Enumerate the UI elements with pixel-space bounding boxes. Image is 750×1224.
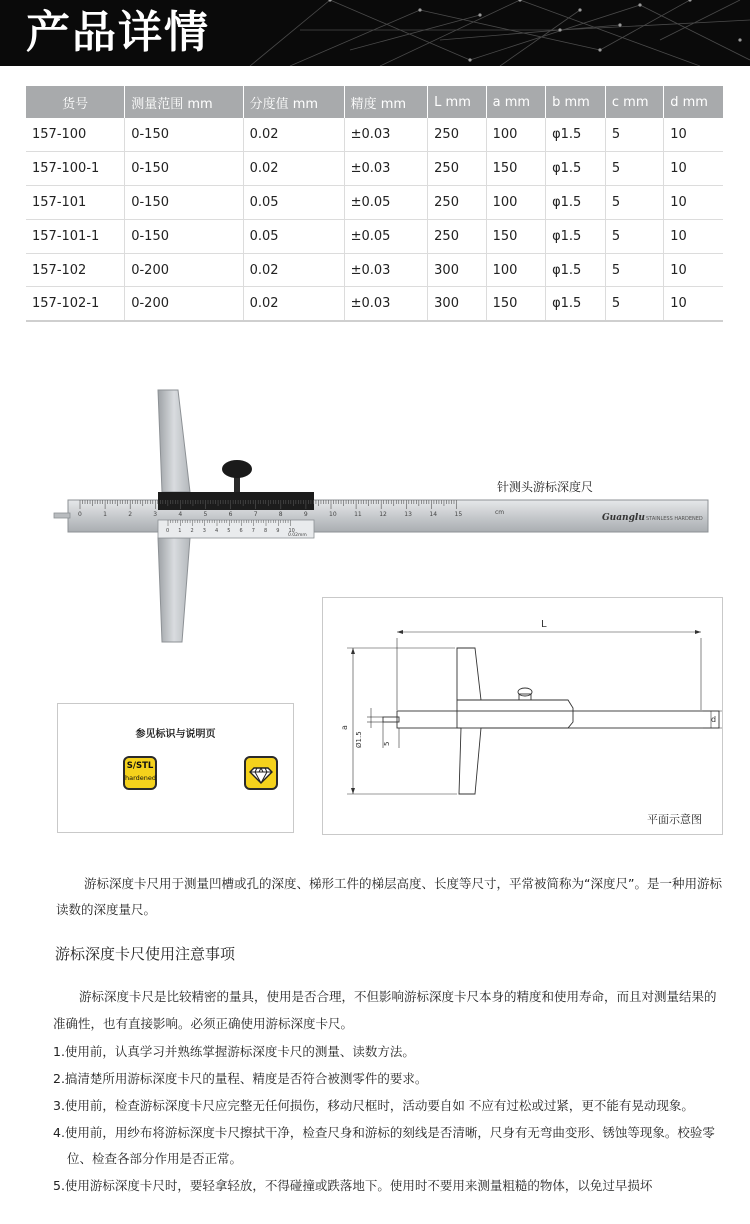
scale-number: 4: [178, 511, 183, 518]
table-row: [26, 186, 723, 220]
list-item: 4.使用前，用纱布将游标深度卡尺擦拭干净，检查尺身和游标的刻线是否清晰，尺身有无弯曲变形、锈蚀等现象。校验零位、检查各部分作用是否正常。: [53, 1125, 715, 1166]
table-cell: φ1.5: [546, 118, 606, 152]
scale-number: 14: [429, 511, 438, 518]
col-header: d mm: [664, 86, 723, 118]
table-cell: ±0.03: [344, 287, 428, 321]
intro-text: 游标深度卡尺用于测量凹槽或孔的深度、梯形工件的梯层高度、长度等尺寸，平常被简称为“深度尺”。是一种用游标读数的深度量尺。: [56, 876, 722, 917]
legend-title: 参见标识与说明页: [135, 729, 216, 740]
scale-number: 10: [329, 511, 337, 518]
col-header: L mm: [428, 86, 486, 118]
scale-number: 12: [379, 511, 387, 518]
vernier-number: 0: [166, 528, 170, 534]
hardness-badge: [244, 756, 278, 790]
col-header: b mm: [546, 86, 606, 118]
dim-label-L: L: [541, 619, 547, 630]
table-cell: 157-101-1: [26, 219, 125, 253]
stainless-hardened-badge: [123, 756, 157, 790]
table-cell: 0-200: [125, 287, 243, 321]
stainless-stamp: STAINLESS HARDENED: [646, 516, 703, 522]
table-cell: 157-100-1: [26, 152, 125, 186]
scale-number: 11: [354, 511, 362, 518]
table-cell: 100: [486, 253, 545, 287]
scale-number: 3: [153, 511, 158, 518]
notes-list: [53, 1039, 725, 1200]
table-cell: ±0.05: [344, 219, 428, 253]
scale-number: 7: [253, 511, 258, 518]
table-cell: 100: [486, 186, 545, 220]
table-cell: ±0.03: [344, 253, 428, 287]
scale-number: 1: [103, 511, 107, 518]
vernier-number: 3: [202, 528, 206, 534]
col-header: c mm: [605, 86, 663, 118]
notes-intro-text: 游标深度卡尺是比较精密的量具，使用是否合理，不但影响游标深度卡尺本身的精度和使用寿命，而且对测量结果的准确性，也有直接影响。必须正确使用游标深度卡尺。: [53, 989, 717, 1031]
table-cell: 10: [664, 253, 723, 287]
table-cell: 0-200: [125, 253, 243, 287]
vernier-number: 9: [276, 528, 280, 534]
table-cell: 5: [605, 118, 663, 152]
header-banner: [0, 0, 750, 66]
col-header: 精度 mm: [344, 86, 428, 118]
probe-tip: [54, 513, 70, 518]
table-cell: 0.05: [243, 219, 344, 253]
table-cell: 157-102-1: [26, 287, 125, 321]
table-cell: 250: [428, 186, 486, 220]
intro-paragraph: [56, 871, 724, 923]
notes-section-title: 游标深度卡尺使用注意事项: [55, 945, 236, 963]
table-cell: ±0.05: [344, 186, 428, 220]
table-row: [26, 118, 723, 152]
base-bottom: [158, 538, 190, 642]
table-cell: 0.02: [243, 152, 344, 186]
table-cell: 10: [664, 219, 723, 253]
table-cell: 300: [428, 253, 486, 287]
scale-number: 6: [228, 511, 233, 518]
vernier-number: 10: [288, 528, 295, 534]
col-header: a mm: [486, 86, 545, 118]
table-row: [26, 219, 723, 253]
dim-label-c: 5: [383, 741, 391, 746]
brand-logo: Guanglu: [602, 513, 645, 523]
col-header: 货号: [26, 86, 125, 118]
scale-number: 15: [454, 511, 463, 518]
vernier-number: 1: [178, 528, 182, 534]
base-top: [158, 390, 190, 492]
table-cell: ±0.03: [344, 152, 428, 186]
table-cell: 157-101: [26, 186, 125, 220]
table-cell: 0-150: [125, 186, 243, 220]
table-cell: φ1.5: [546, 287, 606, 321]
dim-label-b: Ø1.5: [355, 731, 363, 748]
table-row: [26, 152, 723, 186]
table-cell: 250: [428, 118, 486, 152]
table-cell: 150: [486, 287, 545, 321]
table-cell: φ1.5: [546, 253, 606, 287]
badge-line-2: hardened: [125, 774, 157, 782]
table-cell: 0-150: [125, 152, 243, 186]
table-cell: 150: [486, 152, 545, 186]
spec-table: [26, 86, 723, 322]
table-row: [26, 287, 723, 321]
legend-box: [57, 703, 294, 833]
scale-number: 0: [78, 511, 82, 518]
scale-number: 5: [203, 511, 208, 518]
drawing-caption: 平面示意图: [647, 813, 702, 826]
table-cell: 0.02: [243, 287, 344, 321]
list-item: 5.使用游标深度卡尺时，要轻拿轻放，不得碰撞或跌落地下。使用时不要用来测量粗糙的物体，以免过早损坏: [53, 1178, 653, 1193]
badge-line-1: S/STL: [126, 761, 154, 771]
table-cell: 5: [605, 152, 663, 186]
scale-unit: cm: [495, 509, 505, 516]
vernier-number: 8: [264, 528, 268, 534]
table-cell: 250: [428, 152, 486, 186]
technical-drawing: [322, 597, 723, 835]
list-item: 2.搞清楚所用游标深度卡尺的量程、精度是否符合被测零件的要求。: [53, 1071, 428, 1086]
table-cell: 10: [664, 152, 723, 186]
table-cell: 10: [664, 186, 723, 220]
table-cell: 0.02: [243, 118, 344, 152]
table-cell: 5: [605, 253, 663, 287]
notes-intro: [53, 983, 725, 1037]
table-cell: 157-102: [26, 253, 125, 287]
table-cell: ±0.03: [344, 118, 428, 152]
diamond-icon: [246, 758, 276, 788]
scale-number: 9: [303, 511, 308, 518]
product-label: 针测头游标深度尺: [497, 480, 594, 494]
col-header: 分度值 mm: [243, 86, 344, 118]
table-cell: 0-150: [125, 118, 243, 152]
table-cell: 300: [428, 287, 486, 321]
table-cell: 0.02: [243, 253, 344, 287]
table-row: [26, 253, 723, 287]
scale-number: 2: [128, 511, 133, 518]
dim-label-a: a: [340, 725, 349, 730]
vernier-number: 7: [251, 528, 255, 534]
vernier-note: 0.02mm: [288, 533, 307, 538]
table-cell: 0.05: [243, 186, 344, 220]
table-cell: 10: [664, 287, 723, 321]
table-cell: 150: [486, 219, 545, 253]
list-item: 3.使用前，检查游标深度卡尺应完整无任何损伤，移动尺框时，活动要自如 不应有过松或过紧，更不能有晃动现象。: [53, 1098, 694, 1113]
table-cell: φ1.5: [546, 219, 606, 253]
table-cell: 10: [664, 118, 723, 152]
table-cell: 5: [605, 287, 663, 321]
scale-number: 8: [278, 511, 283, 518]
dim-label-d: d: [711, 715, 717, 724]
lock-screw-knob: [222, 460, 252, 478]
col-header: 测量范围 mm: [125, 86, 243, 118]
vernier-number: 2: [190, 528, 194, 534]
scale-number: 13: [404, 511, 412, 518]
table-cell: 250: [428, 219, 486, 253]
vernier-number: 6: [239, 528, 243, 534]
table-cell: 0-150: [125, 219, 243, 253]
vernier-number: 4: [215, 528, 219, 534]
page-title: 产品详情: [26, 7, 210, 58]
table-cell: φ1.5: [546, 152, 606, 186]
table-cell: 5: [605, 219, 663, 253]
table-cell: φ1.5: [546, 186, 606, 220]
drawing-svg: [323, 598, 722, 834]
vernier-number: 5: [227, 528, 231, 534]
table-header-row: [26, 86, 723, 118]
table-cell: 5: [605, 186, 663, 220]
table-cell: 157-100: [26, 118, 125, 152]
table-body: [26, 118, 723, 321]
table-cell: 100: [486, 118, 545, 152]
list-item: 1.使用前，认真学习并熟练掌握游标深度卡尺的测量、读数方法。: [53, 1044, 415, 1059]
